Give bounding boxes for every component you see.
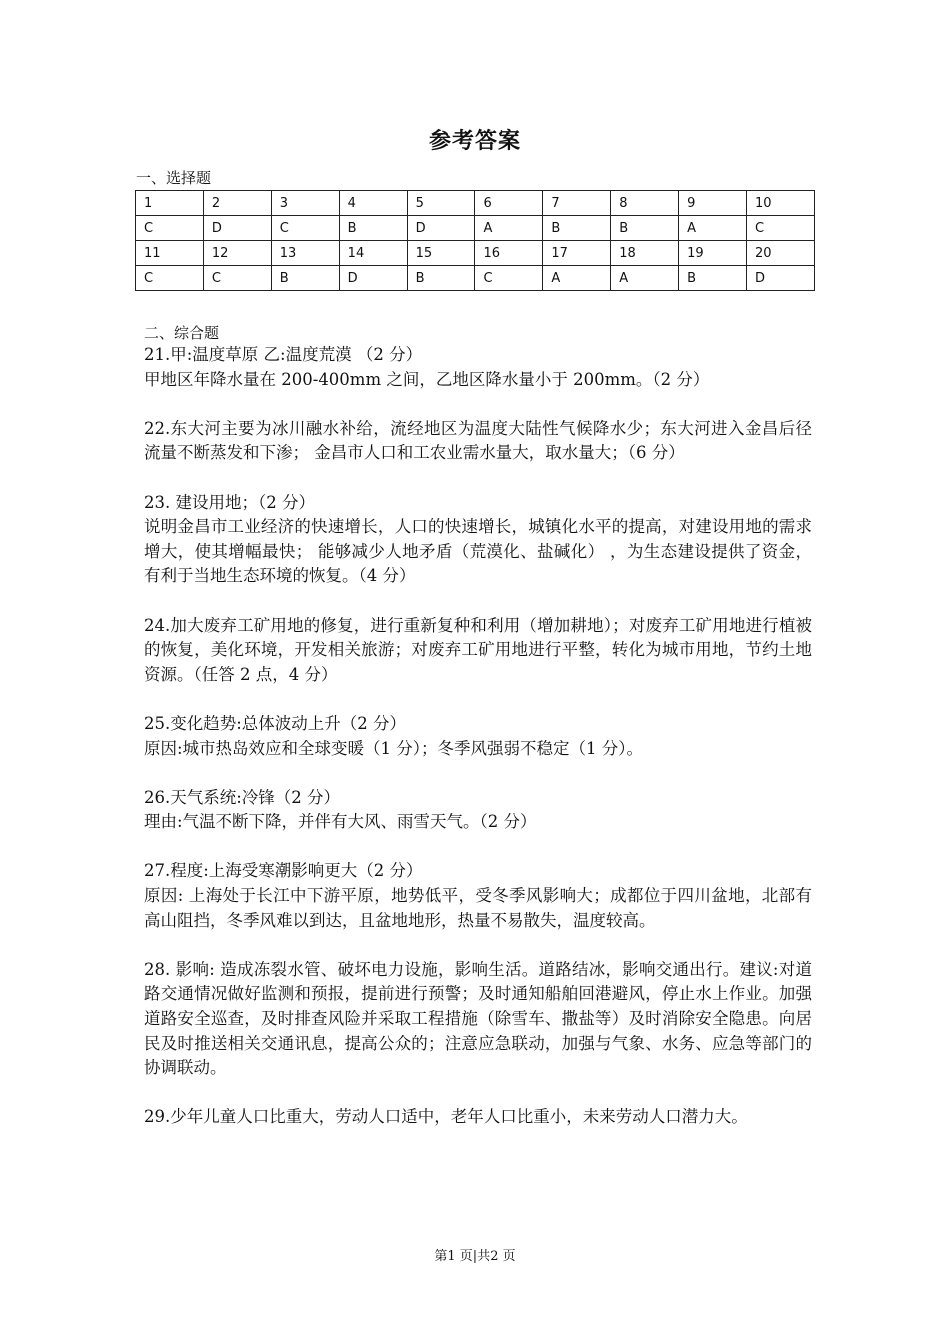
table-cell: 16 <box>475 241 543 266</box>
table-row <box>136 241 815 266</box>
table-cell: D <box>407 216 475 241</box>
table-cell: D <box>339 266 407 291</box>
table-cell: D <box>203 216 271 241</box>
answer-line: 甲地区年降水量在 200-400mm 之间，乙地区降水量小于 200mm。（2 分） <box>144 369 710 389</box>
table-row <box>136 191 815 216</box>
table-row <box>136 216 815 241</box>
table-cell: B <box>339 216 407 241</box>
table-cell: C <box>747 216 815 241</box>
table-cell: 2 <box>203 191 271 216</box>
answer-line: 21.甲:温度草原 乙:温度荒漠 （2 分） <box>144 345 423 364</box>
answer-line: 28. 影响: 造成冻裂水管、破坏电力设施，影响生活。道路结冰，影响交通出行。建议:对道路交通情况做好监测和预报，提前进行预警；及时通知船舶回港避风，停止水上作业。加强道路安全巡查，及时排查风险并采取工程措施（除雪车、撒盐等）及时消除安全隐患。向居民及时推送相关交通讯息，提高公众的；注意应急联动，加强与气象、水务、应急等部门的协调联动。 <box>144 959 812 1078</box>
answer-line: 原因: 上海处于长江中下游平原，地势低平，受冬季风影响大；成都位于四川盆地，北部有高山阻挡，冬季风难以到达，且盆地地形，热量不易散失，温度较高。 <box>144 886 812 930</box>
table-cell: A <box>679 216 747 241</box>
table-cell: C <box>136 266 204 291</box>
table-cell: 20 <box>747 241 815 266</box>
table-cell: B <box>679 266 747 291</box>
table-cell: 7 <box>543 191 611 216</box>
table-cell: 12 <box>203 241 271 266</box>
table-cell: 6 <box>475 191 543 216</box>
table-cell: 1 <box>136 191 204 216</box>
answer-line: 原因:城市热岛效应和全球变暖（1 分）；冬季风强弱不稳定（1 分）。 <box>144 738 644 758</box>
answer-item <box>144 491 812 589</box>
table-cell: C <box>136 216 204 241</box>
table-cell: 10 <box>747 191 815 216</box>
table-cell: 4 <box>339 191 407 216</box>
answer-item <box>144 417 812 466</box>
answer-item <box>144 614 812 688</box>
answer-line: 22.东大河主要为冰川融水补给，流经地区为温度大陆性气候降水少；东大河进入金昌后径流量不断蒸发和下渗； 金昌市人口和工农业需水量大，取水量大；（6 分） <box>144 418 812 463</box>
table-cell: A <box>543 266 611 291</box>
table-row <box>136 266 815 291</box>
answer-item <box>144 343 812 392</box>
section-heading-choice: 一、选择题 <box>136 169 212 187</box>
table-cell: 5 <box>407 191 475 216</box>
table-cell: A <box>475 216 543 241</box>
table-cell: A <box>611 266 679 291</box>
answer-line: 24.加大废弃工矿用地的修复，进行重新复种和利用（增加耕地）；对废弃工矿用地进行植被的恢复，美化环境，开发相关旅游；对废弃工矿用地进行平整，转化为城市用地，节约土地资源。（任答 2 点，4 分） <box>144 615 812 684</box>
answer-line: 29.少年儿童人口比重大，劳动人口适中，老年人口比重小，未来劳动人口潜力大。 <box>144 1107 748 1127</box>
answer-line: 23. 建设用地；（2 分） <box>144 492 315 512</box>
answer-item <box>144 958 812 1081</box>
answer-line: 26.天气系统:冷锋（2 分） <box>144 787 341 807</box>
table-cell: 15 <box>407 241 475 266</box>
table-cell: C <box>475 266 543 291</box>
table-cell: 13 <box>271 241 339 266</box>
table-cell: D <box>747 266 815 291</box>
section-heading-comprehensive: 二、综合题 <box>144 324 220 342</box>
table-cell: 3 <box>271 191 339 216</box>
answer-line: 理由:气温不断下降，并伴有大风、雨雪天气。（2 分） <box>144 812 537 832</box>
page-footer: 第1 页|共2 页 <box>434 1249 516 1264</box>
answer-item <box>144 786 812 835</box>
answer-item <box>144 859 812 933</box>
table-cell: 11 <box>136 241 204 266</box>
table-cell: B <box>543 216 611 241</box>
table-cell: C <box>271 216 339 241</box>
table-cell: 14 <box>339 241 407 266</box>
table-cell: 18 <box>611 241 679 266</box>
table-cell: 19 <box>679 241 747 266</box>
answer-item <box>144 1105 812 1130</box>
table-cell: C <box>203 266 271 291</box>
answer-line: 27.程度:上海受寒潮影响更大（2 分） <box>144 861 423 881</box>
table-cell: 8 <box>611 191 679 216</box>
page-title: 参考答案 <box>428 128 521 154</box>
table-cell: 9 <box>679 191 747 216</box>
table-cell: 17 <box>543 241 611 266</box>
answer-line: 25.变化趋势:总体波动上升（2 分） <box>144 713 407 733</box>
table-cell: B <box>407 266 475 291</box>
table-cell: B <box>611 216 679 241</box>
answer-line: 说明金昌市工业经济的快速增长，人口的快速增长，城镇化水平的提高，对建设用地的需求增大，使其增幅最快； 能够减少人地矛盾（荒漠化、盐碱化） ，为生态建设提供了资金，有利于当地生态环境的恢复。（4 分） <box>144 517 812 586</box>
choice-answer-table <box>135 190 815 291</box>
table-cell: B <box>271 266 339 291</box>
answers-body <box>144 343 812 1155</box>
answer-item <box>144 712 812 761</box>
